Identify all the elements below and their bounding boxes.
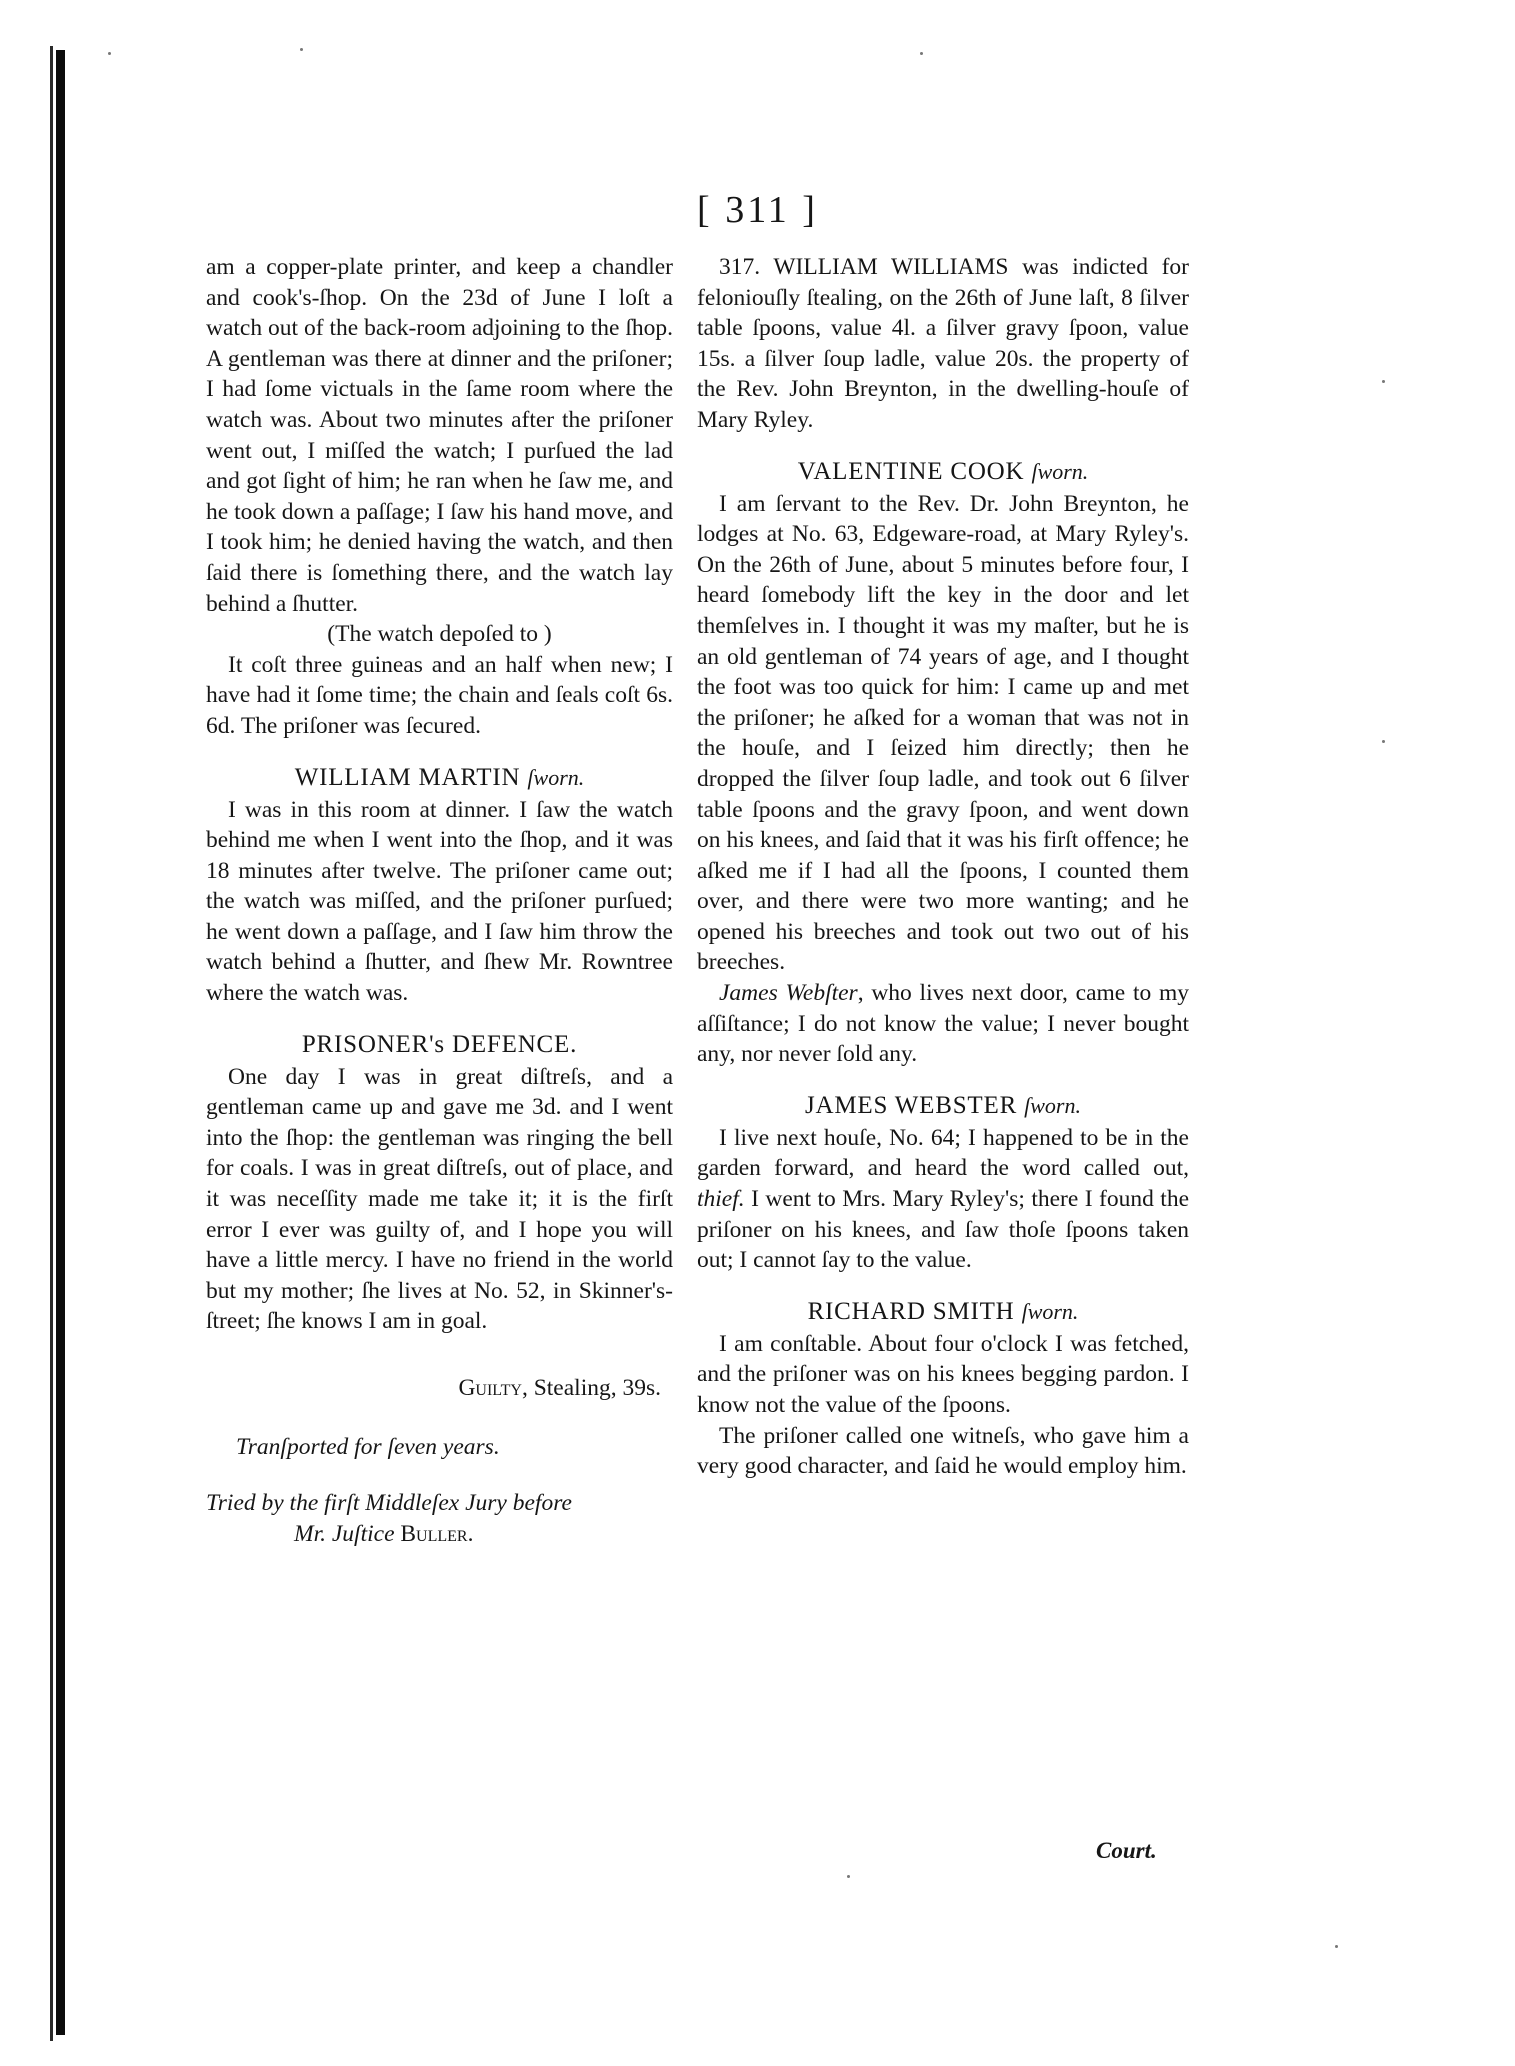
assistance-text: , who lives next door, came to my aſſiſtance; I do not know the value; I never bought any, nor never ſold any. [697, 980, 1190, 1068]
scan-speck [1335, 1945, 1338, 1948]
prisoner-defence-text: One day I was in great diſtreſs, and a gentleman came up and gave me 3d. and I went into the ſhop: the gentleman was ringing the bell for coals. I was in great diſtreſs, out of place, and it was neceſſity made me take it; it is the firſt error I ever was guilty of, and I hope you will have a little mercy. I have no friend in the world but my mother; ſhe lives at No. 52, in Skinner's-ſtreet; ſhe knows I am in goal. [206, 1063, 673, 1335]
left-column [206, 252, 673, 1549]
binding-shadow [50, 46, 53, 2041]
james-webster-assistance [697, 978, 1189, 1070]
verdict-word: Guilty [458, 1375, 522, 1401]
watch-deposed-note: (The watch depoſed to ) [327, 621, 552, 648]
verdict-detail: , Stealing, 39s. [521, 1375, 661, 1401]
indictment-317: 317. WILLIAM WILLIAMS was indicted for feloniouſly ſtealing, on the 26th of June laſt, 8 ſilver table ſpoons, value 4l. a ſilver gravy ſpoon, value 15s. a ſilver ſoup ladle, value 20s. the property of the Rev. John Breynton, in the dwelling-houſe of Mary Ryley. [697, 254, 1189, 433]
tried-by-line-1: Tried by the firſt Middleſex Jury before [206, 1490, 572, 1517]
webster-text-b: I went to Mrs. Mary Ryley's; there I found the priſoner on his knees, and ſaw thoſe ſpoons taken out; I cannot ſay to the value. [697, 1186, 1190, 1274]
binding-edge [56, 50, 65, 2035]
sworn-label: ſworn. [1031, 458, 1089, 484]
justice-title: Mr. Juſtice [294, 1520, 395, 1547]
witness-name-italic: James Webſter [719, 980, 858, 1007]
scan-speck [1382, 380, 1385, 383]
witness-name: RICHARD SMITH [807, 1297, 1015, 1325]
character-witness-paragraph: The priſoner called one witneſs, who gave him a very good character, and ſaid he would employ him. [697, 1422, 1189, 1480]
sentence: Tranſported for ſeven years. [236, 1433, 500, 1460]
thief-word: thief. [697, 1186, 745, 1213]
valentine-cook-testimony: I am ſervant to the Rev. Dr. John Breynton, he lodges at No. 63, Edgeware-road, at Mary Ryley's. On the 26th of June, about 5 minutes before four, I heard ſomebody lift the key in the door and let themſelves in. I thought it was my maſter, but he is an old gentleman of 74 years of age, and I thought the foot was too quick for him: I came up and met the priſoner; he aſked for a woman that was not in the houſe, and I ſeized him directly; then he dropped the ſilver ſoup ladle, and took out 6 ſilver table ſpoons and the gravy ſpoon, and went down on his knees, and ſaid that it was his firſt offence; he aſked me if I had all the ſpoons, I counted them over, and there were two more wanting; and he opened his breeches and took out two out of his breeches. [697, 490, 1189, 976]
martin-prosecutor-testimony: am a copper-plate printer, and keep a chandler and cook's-ſhop. On the 23d of June I loſt a watch out of the back-room adjoining to the ſhop. A gentleman was there at dinner and the priſoner; I had ſome victuals in the ſame room where the watch was. About two minutes after the priſoner went out, I miſſed the watch; I purſued the lad and got ſight of him; he ran when he ſaw me, and he took down a paſſage; I ſaw his hand move, and I took him; he denied having the watch, and then ſaid there is ſomething there, and the watch lay behind a ſhutter. [206, 254, 673, 617]
sworn-label: ſworn. [527, 764, 585, 790]
witness-name: VALENTINE COOK [797, 457, 1025, 485]
witness-heading-richard-smith [697, 1296, 1189, 1327]
tried-by-line-2 [206, 1519, 673, 1550]
catchword: Court. [1096, 1838, 1157, 1863]
sworn-label: ſworn. [1021, 1298, 1079, 1324]
witness-name: JAMES WEBSTER [805, 1091, 1018, 1119]
richard-smith-testimony: I am conſtable. About four o'clock I was fetched, and the priſoner was on his knees begging pardon. I know not the value of the ſpoons. [697, 1330, 1189, 1418]
scan-speck [920, 52, 923, 55]
webster-text-a: I live next houſe, No. 64; I happened to be in the garden forward, and heard the word called out, [697, 1124, 1189, 1182]
page-number: [ 311 ] [697, 189, 818, 231]
right-column [697, 252, 1189, 1482]
witness-heading-william-martin [206, 762, 673, 793]
scan-speck [1382, 740, 1385, 743]
justice-name: Buller. [400, 1520, 474, 1547]
witness-heading-james-webster [697, 1090, 1189, 1121]
watch-cost-paragraph: It coſt three guineas and an half when new; I have had it ſome time; the chain and ſeals coſt 6s. 6d. The priſoner was ſecured. [206, 651, 673, 739]
verdict [206, 1373, 673, 1404]
witness-name: WILLIAM MARTIN [294, 763, 521, 791]
william-martin-testimony: I was in this room at dinner. I ſaw the watch behind me when I went into the ſhop, and it was 18 minutes after twelve. The priſoner came out; the watch was miſſed, and the priſoner purſued; he went down a paſſage, and I ſaw him throw the watch behind a ſhutter, and ſhew Mr. Rowntree where the watch was. [206, 796, 673, 1007]
scan-speck [108, 52, 111, 55]
prisoner-defence-heading: PRISONER's DEFENCE. [301, 1030, 578, 1058]
james-webster-testimony [697, 1123, 1189, 1276]
sworn-label: ſworn. [1024, 1092, 1081, 1118]
witness-heading-valentine-cook [697, 456, 1189, 487]
scan-speck [847, 1875, 850, 1878]
scan-speck [300, 48, 303, 51]
